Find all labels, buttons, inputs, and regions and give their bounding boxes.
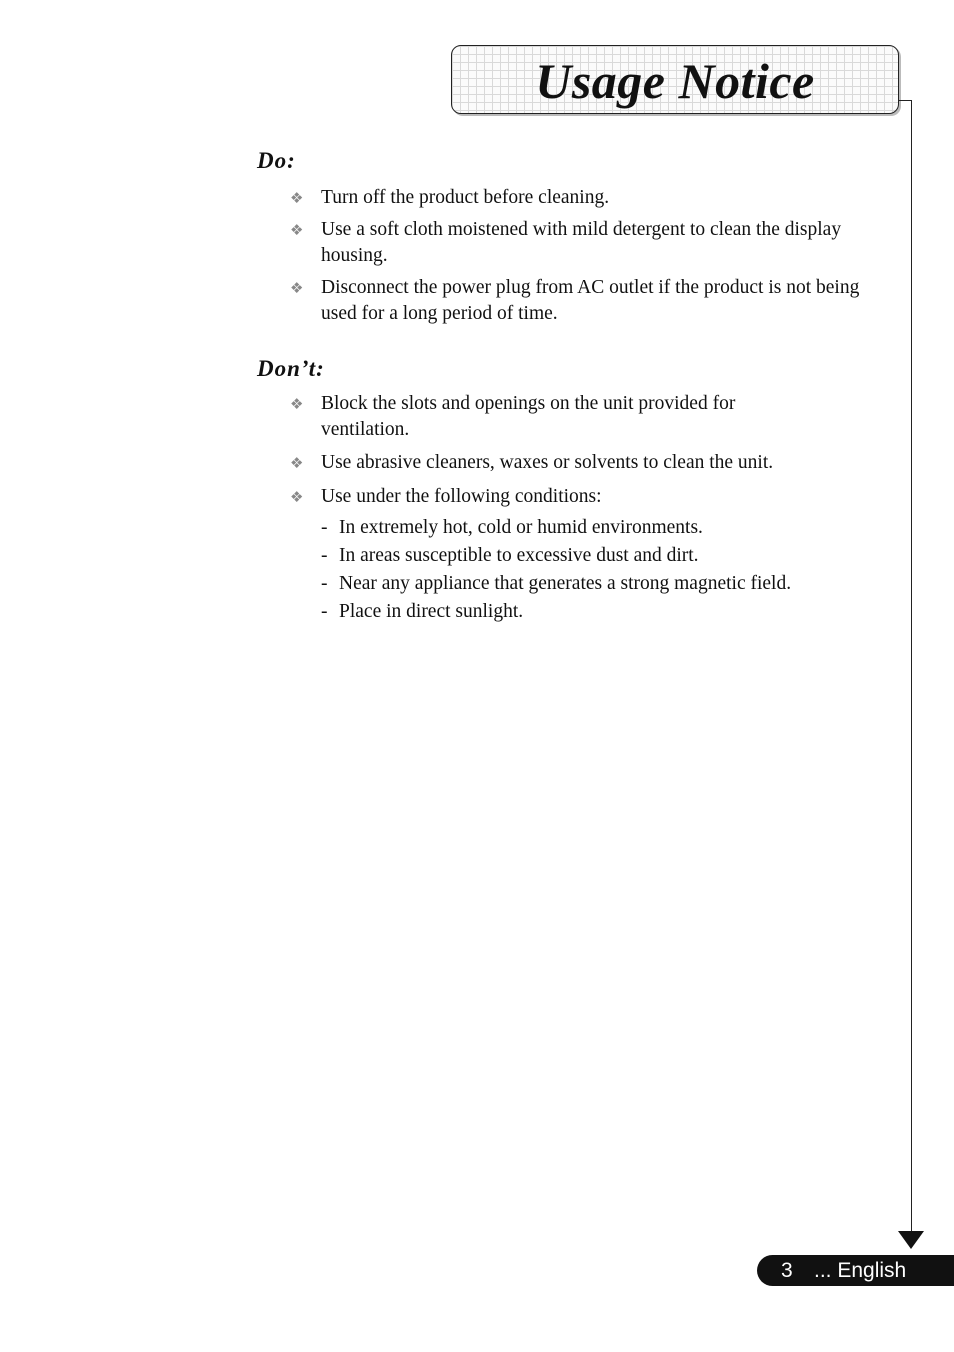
do-item: Use a soft cloth moistened with mild detergent to clean the display housing. (321, 219, 842, 266)
dont-item: Use under the following conditions: (321, 486, 602, 507)
page-language: ... English (814, 1259, 907, 1282)
condition-item: In areas susceptible to excessive dust and dirt. (339, 545, 699, 566)
condition-item: Near any appliance that generates a strong magnetic field. (339, 573, 792, 594)
dont-item: Block the slots and openings on the unit provided for ventilation. (321, 393, 736, 440)
do-heading: Do: (257, 148, 296, 173)
dash-bullet: - (321, 601, 328, 622)
title-banner (451, 45, 899, 114)
diamond-bullet-icon: ❖ (290, 279, 304, 297)
dont-heading: Don’t: (257, 356, 325, 381)
dash-bullet: - (321, 545, 328, 566)
page-footer-tab (757, 1255, 954, 1286)
do-item: Turn off the product before cleaning. (321, 187, 610, 208)
arrow-down-icon (898, 1231, 924, 1249)
diamond-bullet-icon: ❖ (290, 454, 304, 472)
dont-item: Use abrasive cleaners, waxes or solvents to clean the unit. (321, 452, 774, 473)
condition-item: Place in direct sunlight. (339, 601, 524, 622)
do-item: Disconnect the power plug from AC outlet if the product is not being used for a long period of time. (321, 277, 860, 324)
dash-bullet: - (321, 517, 328, 538)
diamond-bullet-icon: ❖ (290, 395, 304, 413)
diamond-bullet-icon: ❖ (290, 488, 304, 506)
diamond-bullet-icon: ❖ (290, 221, 304, 239)
condition-item: In extremely hot, cold or humid environments. (339, 517, 703, 538)
page-title: Usage Notice (535, 53, 815, 109)
dash-bullet: - (321, 573, 328, 594)
diamond-bullet-icon: ❖ (290, 189, 304, 207)
page-number: 3 (781, 1259, 793, 1282)
margin-flow-line (911, 100, 912, 1232)
